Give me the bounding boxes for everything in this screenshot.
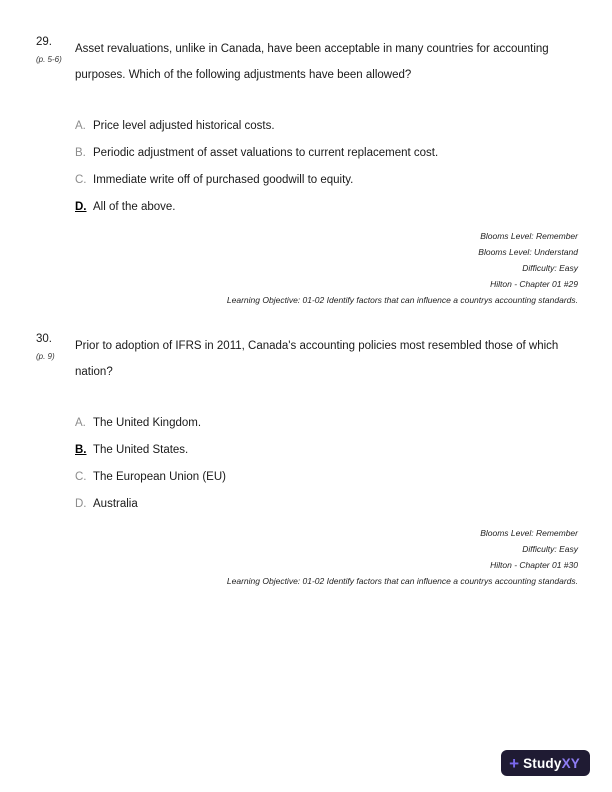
option-text: Australia	[93, 498, 138, 510]
question-metadata	[36, 228, 578, 308]
option-text: The United Kingdom.	[93, 417, 202, 429]
option-a	[75, 120, 578, 132]
question-metadata	[36, 525, 578, 589]
question-page-ref: (p. 9)	[36, 352, 55, 361]
option-text: Periodic adjustment of asset valuations to current replacement cost.	[93, 147, 439, 159]
question-29	[36, 36, 578, 308]
question-text: Prior to adoption of IFRS in 2011, Canada's accounting policies most resembled those of which nation?	[75, 340, 559, 378]
meta-source: Hilton - Chapter 01 #29	[490, 279, 578, 289]
question-page-ref: (p. 5-6)	[36, 55, 62, 64]
option-letter: D.	[75, 498, 87, 510]
option-d	[75, 498, 578, 510]
question-text: Asset revaluations, unlike in Canada, have been acceptable in many countries for accounting purposes. Which of the following adjustments have been allowed?	[75, 43, 549, 81]
option-text: All of the above.	[93, 201, 176, 213]
option-letter: D.	[75, 201, 87, 213]
meta-source: Hilton - Chapter 01 #30	[490, 560, 578, 570]
question-number: 30.	[36, 333, 52, 345]
option-b	[75, 147, 578, 159]
option-letter: C.	[75, 174, 87, 186]
option-letter: B.	[75, 147, 86, 159]
option-text: Price level adjusted historical costs.	[93, 120, 275, 132]
option-letter: A.	[75, 120, 86, 132]
option-letter: B.	[75, 444, 87, 456]
meta-blooms-level: Blooms Level: Remember	[480, 231, 578, 241]
option-d-correct-answer	[75, 201, 578, 213]
brand-name-primary: Study	[523, 755, 562, 771]
option-c	[75, 174, 578, 186]
option-a	[75, 417, 578, 429]
meta-learning-objective: Learning Objective: 01-02 Identify factors that can influence a countrys accounting standards.	[226, 295, 578, 305]
option-text: The European Union (EU)	[93, 471, 226, 483]
question-number: 29.	[36, 36, 52, 48]
plus-icon: +	[509, 753, 520, 773]
option-text: The United States.	[93, 444, 189, 456]
option-c	[75, 471, 578, 483]
option-b-correct-answer	[75, 444, 578, 456]
meta-blooms-level: Blooms Level: Remember	[480, 528, 578, 538]
meta-learning-objective: Learning Objective: 01-02 Identify factors that can influence a countrys accounting standards.	[226, 576, 578, 586]
meta-blooms-level: Blooms Level: Understand	[478, 247, 578, 257]
option-letter: A.	[75, 417, 86, 429]
options-list	[75, 417, 578, 510]
option-letter: C.	[75, 471, 87, 483]
options-list	[75, 120, 578, 213]
option-text: Immediate write off of purchased goodwill to equity.	[93, 174, 354, 186]
meta-difficulty: Difficulty: Easy	[522, 544, 578, 554]
studyxy-logo	[501, 750, 590, 776]
meta-difficulty: Difficulty: Easy	[522, 263, 578, 273]
question-30	[36, 333, 578, 589]
brand-name-secondary: XY	[561, 755, 580, 771]
